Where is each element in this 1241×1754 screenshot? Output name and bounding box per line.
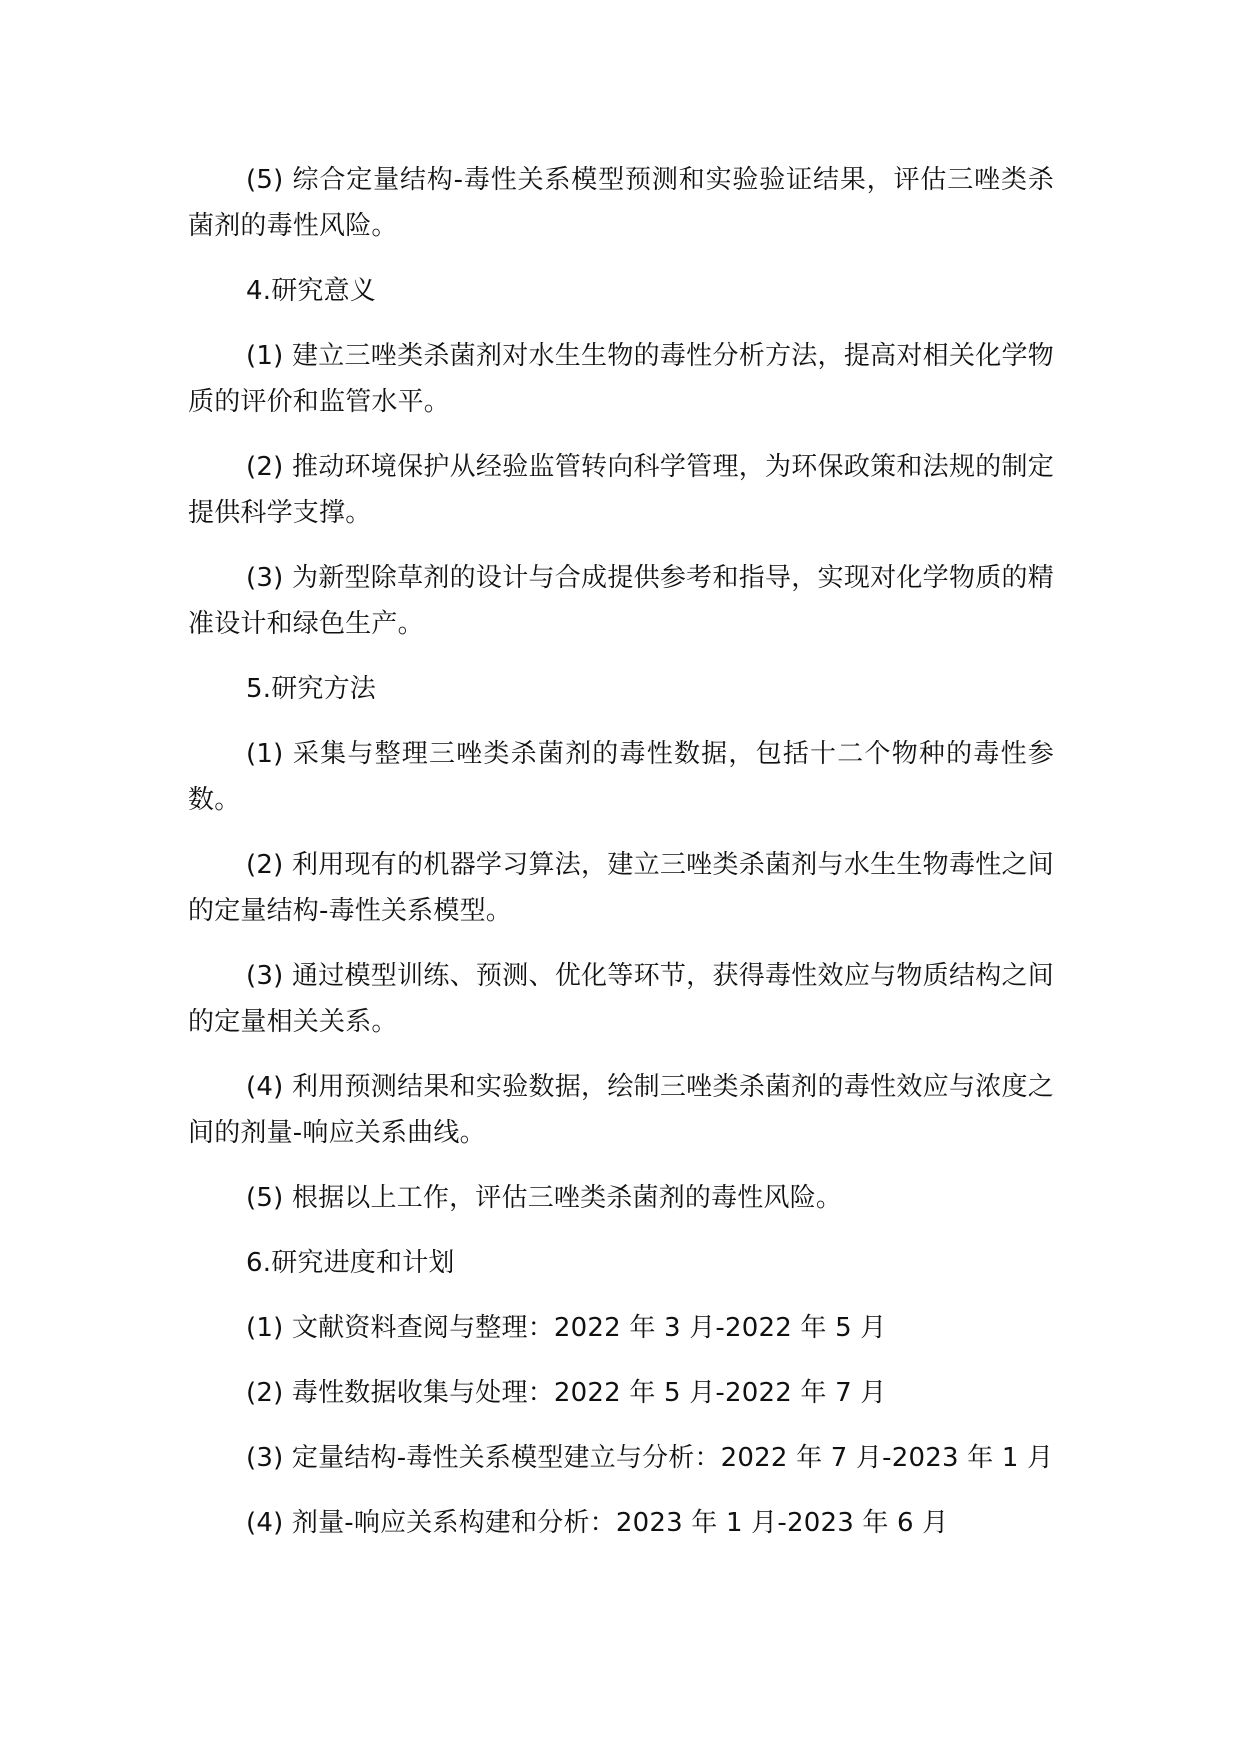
schedule-item-1: (1) 文献资料查阅与整理：2022 年 3 月-2022 年 5 月	[246, 1313, 887, 1343]
section-heading-methods: 5.研究方法	[246, 674, 377, 704]
document-page	[188, 157, 1054, 1565]
paragraph-significance-2: (2) 推动环境保护从经验监管转向科学管理，为环保政策和法规的制定提供科学支撑。	[188, 452, 1054, 528]
paragraph-risk-assessment: (5) 综合定量结构-毒性关系模型预测和实验验证结果，评估三唑类杀菌剂的毒性风险。	[188, 165, 1054, 241]
paragraph-significance-1: (1) 建立三唑类杀菌剂对水生生物的毒性分析方法，提高对相关化学物质的评价和监管水平。	[188, 341, 1054, 417]
paragraph-method-5: (5) 根据以上工作，评估三唑类杀菌剂的毒性风险。	[246, 1183, 843, 1213]
section-heading-schedule: 6.研究进度和计划	[246, 1248, 455, 1278]
paragraph-method-4: (4) 利用预测结果和实验数据，绘制三唑类杀菌剂的毒性效应与浓度之间的剂量-响应关系曲线。	[188, 1072, 1054, 1148]
paragraph-method-2: (2) 利用现有的机器学习算法，建立三唑类杀菌剂与水生生物毒性之间的定量结构-毒性关系模型。	[188, 850, 1054, 926]
section-heading-significance: 4.研究意义	[246, 276, 377, 306]
schedule-item-2: (2) 毒性数据收集与处理：2022 年 5 月-2022 年 7 月	[246, 1378, 887, 1408]
paragraph-method-1: (1) 采集与整理三唑类杀菌剂的毒性数据，包括十二个物种的毒性参数。	[188, 739, 1054, 815]
schedule-item-3: (3) 定量结构-毒性关系模型建立与分析：2022 年 7 月-2023 年 1 月	[246, 1443, 1054, 1473]
paragraph-method-3: (3) 通过模型训练、预测、优化等环节，获得毒性效应与物质结构之间的定量相关关系。	[188, 961, 1054, 1037]
paragraph-significance-3: (3) 为新型除草剂的设计与合成提供参考和指导，实现对化学物质的精准设计和绿色生产。	[188, 563, 1054, 639]
schedule-item-4: (4) 剂量-响应关系构建和分析：2023 年 1 月-2023 年 6 月	[246, 1508, 949, 1538]
